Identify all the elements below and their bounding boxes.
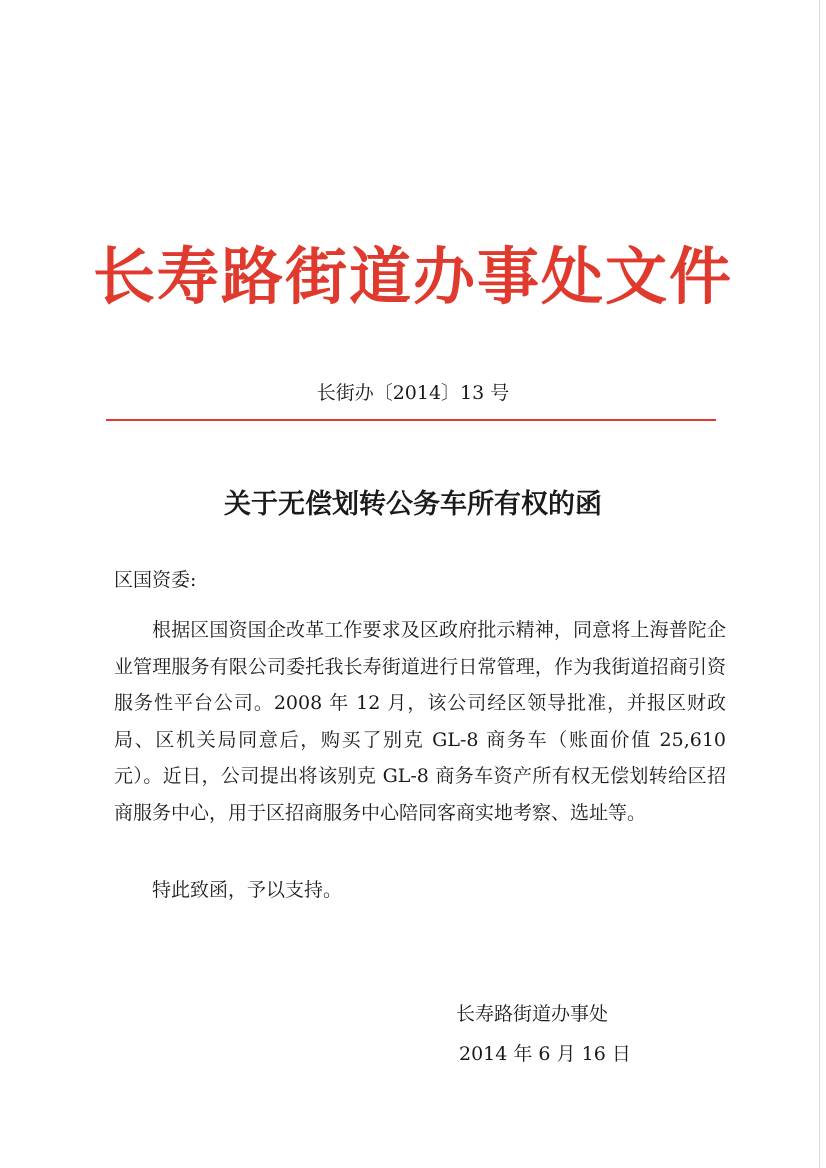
document-number: 长街办〔2014〕13 号 [316,382,510,404]
signature-office: 长寿路街道办事处 [456,1003,609,1025]
issue-date: 2014 年 6 月 16 日 [459,1043,631,1065]
letter-body: 根据区国资国企改革工作要求及区政府批示精神，同意将上海普陀企业管理服务有限公司委托我长寿街道进行日常管理，作为我街道招商引资服务性平台公司。2008 年 12 月，该公司经区领导批准，并报区财政局、区机关局同意后，购买了别克 GL-8 商务车（账面价值 25,610 元）。近日，公司提出将该别克 GL-8 商务车资产所有权无偿划转给区招商服务中心，用于区招商服务中心陪同客商实地考察、选址等。 [114,619,726,824]
addressee: 区国资委: [114,569,197,591]
red-divider-line [106,419,716,421]
closing-line: 特此致函，予以支持。 [152,879,343,901]
letter-title: 关于无偿划转公务车所有权的函 [224,489,602,520]
scan-edge-line [819,0,820,1168]
issuing-office-header: 长寿路街道办事处文件 [92,240,733,313]
